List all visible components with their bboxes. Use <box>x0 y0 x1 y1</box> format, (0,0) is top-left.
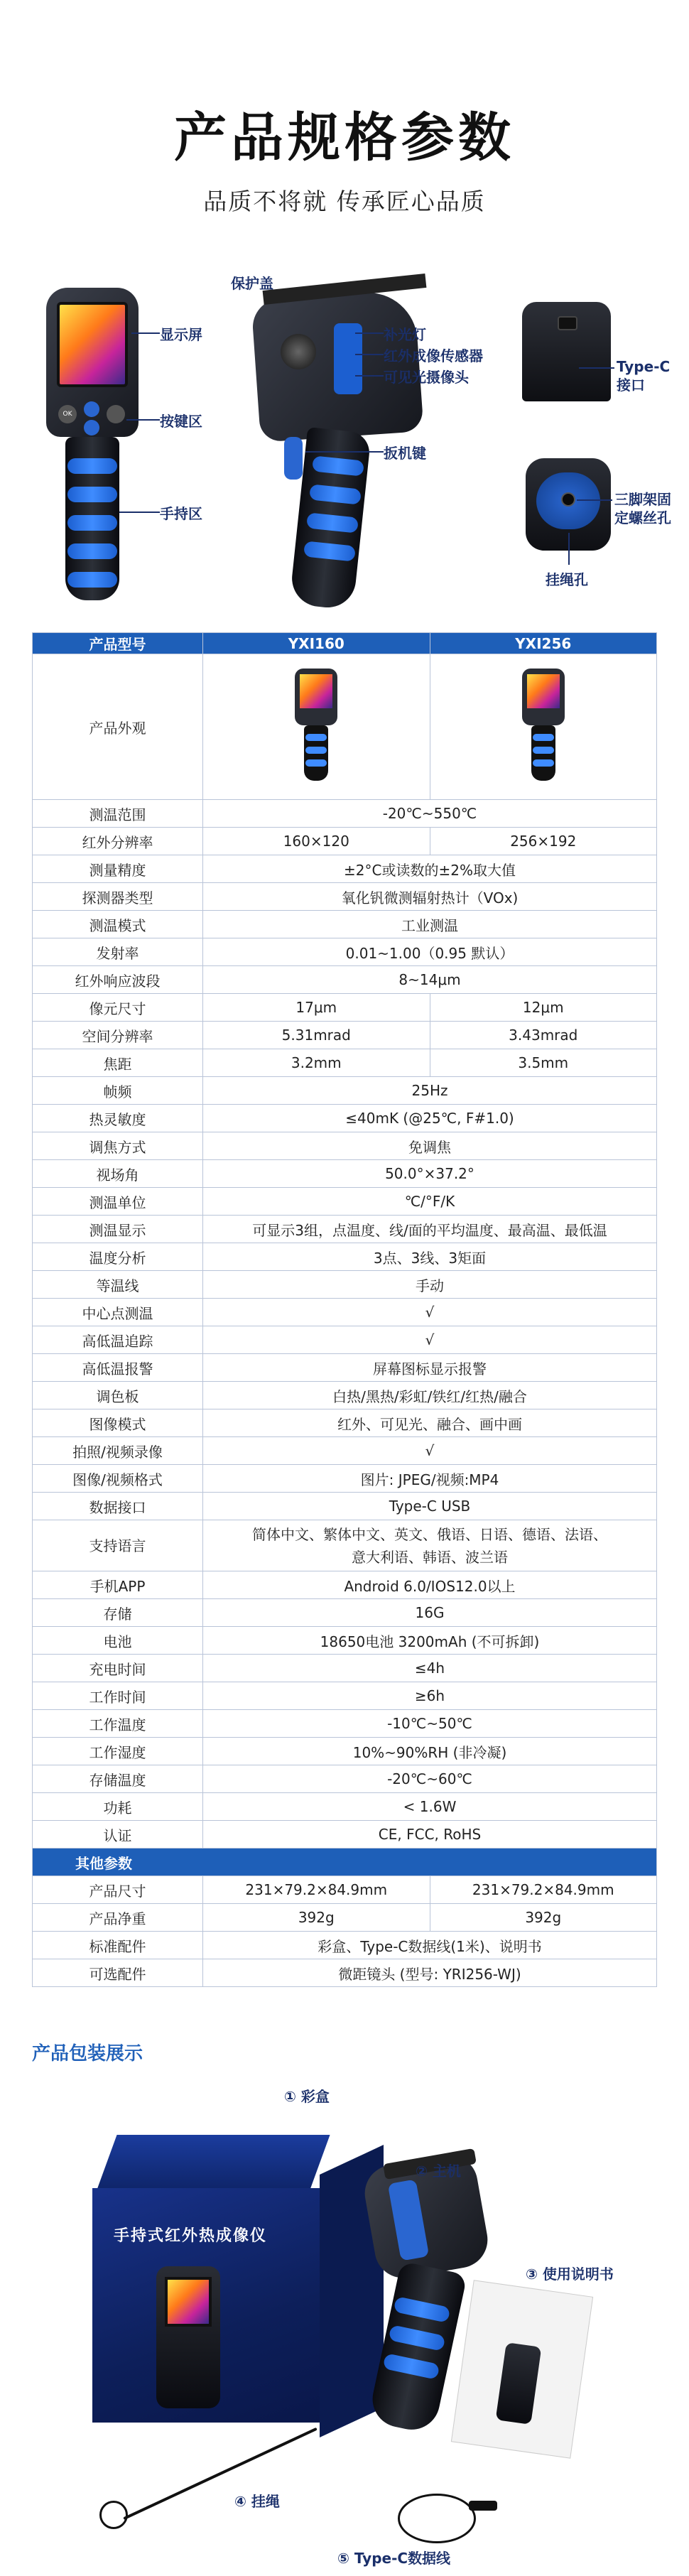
spec-value: 彩盒、Type-C数据线(1米)、说明书 <box>203 1932 657 1959</box>
table-row <box>33 654 657 800</box>
spec-value: 微距镜头 (型号: YRI256-WJ) <box>203 1959 657 1987</box>
spec-value-model-1: 392g <box>203 1904 430 1932</box>
spec-label: 像元尺寸 <box>33 994 203 1022</box>
label-display: 显示屏 <box>160 326 202 343</box>
spec-label: 中心点测温 <box>33 1299 203 1326</box>
table-row <box>33 855 657 883</box>
table-row <box>33 938 657 966</box>
table-row <box>33 1049 657 1077</box>
spec-value-language <box>203 1520 657 1571</box>
spec-label: 电池 <box>33 1627 203 1655</box>
spec-label: 视场角 <box>33 1160 203 1188</box>
spec-label: 图像/视频格式 <box>33 1465 203 1493</box>
label-tripod-line1: 三脚架固 <box>614 491 671 508</box>
table-row <box>33 1520 657 1571</box>
page-title: 产品规格参数 <box>174 107 515 168</box>
label-lanyard: 挂绳孔 <box>546 571 588 588</box>
spec-label: 空间分辨率 <box>33 1022 203 1049</box>
spec-value: 16G <box>203 1599 657 1627</box>
table-row <box>33 1682 657 1710</box>
other-params-header: 其他参数 <box>33 1849 657 1876</box>
spec-label: 数据接口 <box>33 1493 203 1520</box>
table-section-header <box>33 1849 657 1876</box>
table-row <box>33 1243 657 1271</box>
spec-value: 8~14μm <box>203 966 657 994</box>
spec-label: 工作时间 <box>33 1682 203 1710</box>
spec-label: 测温单位 <box>33 1188 203 1216</box>
label-visible-camera: 可见光摄像头 <box>384 369 469 386</box>
spec-value: √ <box>203 1437 657 1465</box>
label-cover: 保护盖 <box>231 275 273 292</box>
table-row <box>33 800 657 828</box>
table-row <box>33 1437 657 1465</box>
table-row <box>33 1160 657 1188</box>
spec-label: 产品外观 <box>33 654 203 800</box>
spec-header-model-2: YXI256 <box>430 633 657 654</box>
table-row <box>33 1738 657 1765</box>
language-line-1: 简体中文、繁体中文、英文、俄语、日语、德语、法语、 <box>252 1525 607 1543</box>
leader-line <box>131 332 160 334</box>
spec-label: 温度分析 <box>33 1243 203 1271</box>
table-row <box>33 1932 657 1959</box>
label-user-manual: ③ 使用说明书 <box>526 2266 614 2283</box>
label-lanyard: ④ 挂绳 <box>234 2493 280 2510</box>
spec-label: 测温范围 <box>33 800 203 828</box>
spec-value: √ <box>203 1326 657 1354</box>
spec-label: 充电时间 <box>33 1655 203 1682</box>
packaging-illustration <box>0 2074 689 2576</box>
page-subtitle: 品质不将就 传承匠心品质 <box>203 188 486 215</box>
spec-value: 免调焦 <box>203 1132 657 1160</box>
leader-line <box>119 512 160 513</box>
spec-value: ≤40mK (@25℃, F#1.0) <box>203 1105 657 1132</box>
grip-band <box>67 487 117 502</box>
label-keypad: 按键区 <box>160 413 202 430</box>
box-text: 手持式红外热成像仪 <box>114 2227 268 2245</box>
leader-line <box>355 375 384 377</box>
spec-value: Android 6.0/IOS12.0以上 <box>203 1571 657 1599</box>
table-row <box>33 883 657 911</box>
label-typec-line1: Type-C <box>617 358 671 375</box>
label-main-device: ② 主机 <box>416 2163 461 2180</box>
table-row <box>33 1765 657 1793</box>
leader-line <box>355 332 384 334</box>
language-line-2: 意大利语、韩语、波兰语 <box>352 1548 508 1566</box>
table-row <box>33 1409 657 1437</box>
table-row <box>33 1132 657 1160</box>
table-row <box>33 1821 657 1849</box>
spec-label: 调焦方式 <box>33 1132 203 1160</box>
label-typec-cable: ⑤ Type-C数据线 <box>337 2550 451 2567</box>
up-key[interactable] <box>84 401 99 417</box>
side-panel <box>334 323 362 394</box>
spec-value: 工业测温 <box>203 911 657 938</box>
label-typec <box>617 357 670 394</box>
spec-label: 发射率 <box>33 938 203 966</box>
spec-value: ±2°C或读数的±2%取大值 <box>203 855 657 883</box>
spec-value-model-1: 231×79.2×84.9mm <box>203 1876 430 1904</box>
table-row <box>33 1465 657 1493</box>
table-row <box>33 1571 657 1599</box>
spec-value: √ <box>203 1299 657 1326</box>
typec-port <box>558 316 577 330</box>
down-key[interactable] <box>84 420 99 435</box>
lens <box>281 334 316 369</box>
table-row <box>33 1105 657 1132</box>
typec-cable <box>398 2494 476 2543</box>
spec-value: 可显示3组，点温度、线/面的平均温度、最高温、最低温 <box>203 1216 657 1243</box>
spec-label: 可选配件 <box>33 1959 203 1987</box>
spec-label: 探测器类型 <box>33 883 203 911</box>
spec-label: 标准配件 <box>33 1932 203 1959</box>
spec-value: ≤4h <box>203 1655 657 1682</box>
spec-label: 焦距 <box>33 1049 203 1077</box>
spec-label: 红外分辨率 <box>33 828 203 855</box>
leader-line <box>568 533 570 565</box>
spec-value-model-2: 231×79.2×84.9mm <box>430 1876 657 1904</box>
spec-value: ≥6h <box>203 1682 657 1710</box>
label-tripod <box>614 490 671 527</box>
table-row <box>33 1022 657 1049</box>
spec-value: 3点、3线、3矩面 <box>203 1243 657 1271</box>
spec-value: 50.0°×37.2° <box>203 1160 657 1188</box>
leader-line <box>305 451 384 453</box>
spec-value-model-1: 3.2mm <box>203 1049 430 1077</box>
table-row <box>33 1959 657 1987</box>
appearance-model-2 <box>430 654 657 800</box>
spec-label: 测温模式 <box>33 911 203 938</box>
ok-key[interactable]: OK <box>58 405 77 423</box>
spec-label: 帧频 <box>33 1077 203 1105</box>
spec-label: 存储 <box>33 1599 203 1627</box>
lanyard <box>123 2428 318 2520</box>
spec-label: 工作湿度 <box>33 1738 203 1765</box>
spec-value: -20℃~60℃ <box>203 1765 657 1793</box>
table-row <box>33 994 657 1022</box>
grip-band <box>67 543 117 559</box>
spec-value: -20℃~550℃ <box>203 800 657 828</box>
spec-value: < 1.6W <box>203 1793 657 1821</box>
spec-label: 工作温度 <box>33 1710 203 1738</box>
spec-table <box>32 632 657 1987</box>
leader-line <box>126 419 160 421</box>
table-row <box>33 1599 657 1627</box>
label-tripod-line2: 定螺丝孔 <box>614 509 671 526</box>
spec-label: 存储温度 <box>33 1765 203 1793</box>
spec-value: 屏幕图标显示报警 <box>203 1354 657 1382</box>
device-front-screen <box>57 302 128 387</box>
spec-label: 认证 <box>33 1821 203 1849</box>
spec-value-model-1: 17μm <box>203 994 430 1022</box>
table-row <box>33 1326 657 1354</box>
label-color-box: ① 彩盒 <box>284 2088 330 2105</box>
device-thumbnail <box>291 669 341 782</box>
product-diagram <box>0 245 689 629</box>
table-row <box>33 1793 657 1821</box>
label-trigger: 扳机键 <box>384 445 426 462</box>
table-row <box>33 1382 657 1409</box>
spec-value-model-2: 256×192 <box>430 828 657 855</box>
spec-label: 功耗 <box>33 1793 203 1821</box>
leader-line <box>577 499 612 501</box>
table-row <box>33 1876 657 1904</box>
grip-band <box>67 572 117 588</box>
spec-label: 测量精度 <box>33 855 203 883</box>
spec-header-model-1: YXI160 <box>203 633 430 654</box>
spec-label: 等温线 <box>33 1271 203 1299</box>
box-top <box>96 2135 330 2192</box>
power-key[interactable] <box>107 405 125 423</box>
table-row <box>33 1904 657 1932</box>
spec-value: 氧化钒微测辐射热计（VOx) <box>203 883 657 911</box>
spec-label: 手机APP <box>33 1571 203 1599</box>
label-fill-light: 补光灯 <box>384 326 426 343</box>
table-row <box>33 1627 657 1655</box>
spec-label: 高低温报警 <box>33 1354 203 1382</box>
spec-value: 图片: JPEG/视频:MP4 <box>203 1465 657 1493</box>
spec-value-model-2: 3.43mrad <box>430 1022 657 1049</box>
table-row <box>33 1271 657 1299</box>
spec-label: 红外响应波段 <box>33 966 203 994</box>
table-row <box>33 1354 657 1382</box>
spec-value: 18650电池 3200mAh (不可拆卸) <box>203 1627 657 1655</box>
spec-value: 白热/黑热/彩虹/铁红/红热/融合 <box>203 1382 657 1409</box>
spec-value: 红外、可见光、融合、画中画 <box>203 1409 657 1437</box>
spec-value-model-2: 3.5mm <box>430 1049 657 1077</box>
packaging-title: 产品包装展示 <box>32 2043 143 2064</box>
leader-line <box>579 367 614 369</box>
spec-header-label: 产品型号 <box>33 633 203 654</box>
spec-value: 10%~90%RH (非冷凝) <box>203 1738 657 1765</box>
spec-value: 手动 <box>203 1271 657 1299</box>
label-typec-line2: 接口 <box>617 377 645 394</box>
spec-value: -10℃~50℃ <box>203 1710 657 1738</box>
table-row <box>33 966 657 994</box>
table-row <box>33 828 657 855</box>
spec-value: CE, FCC, RoHS <box>203 1821 657 1849</box>
table-row <box>33 1299 657 1326</box>
table-row <box>33 1188 657 1216</box>
table-row <box>33 1710 657 1738</box>
spec-label: 高低温追踪 <box>33 1326 203 1354</box>
grip-band <box>67 458 117 474</box>
table-row <box>33 911 657 938</box>
spec-label: 调色板 <box>33 1382 203 1409</box>
spec-label: 产品尺寸 <box>33 1876 203 1904</box>
box-device-screen <box>165 2277 212 2327</box>
label-ir-sensor: 红外成像传感器 <box>384 347 483 364</box>
spec-label: 热灵敏度 <box>33 1105 203 1132</box>
leader-line <box>355 354 384 355</box>
spec-value-model-2: 392g <box>430 1904 657 1932</box>
grip-band <box>67 515 117 531</box>
trigger-key[interactable] <box>284 437 303 480</box>
typec-cable-plug <box>469 2501 497 2511</box>
spec-value-model-2: 12μm <box>430 994 657 1022</box>
appearance-model-1 <box>203 654 430 800</box>
spec-label: 支持语言 <box>33 1520 203 1571</box>
spec-label: 图像模式 <box>33 1409 203 1437</box>
table-row <box>33 1655 657 1682</box>
spec-value: Type-C USB <box>203 1493 657 1520</box>
spec-value: ℃/°F/K <box>203 1188 657 1216</box>
lanyard-loop <box>99 2501 128 2529</box>
label-grip: 手持区 <box>160 505 202 522</box>
spec-label: 测温显示 <box>33 1216 203 1243</box>
spec-label: 产品净重 <box>33 1904 203 1932</box>
spec-label: 拍照/视频录像 <box>33 1437 203 1465</box>
table-row <box>33 1216 657 1243</box>
table-row <box>33 1493 657 1520</box>
spec-value-model-1: 160×120 <box>203 828 430 855</box>
device-thumbnail <box>519 669 568 782</box>
spec-value: 25Hz <box>203 1077 657 1105</box>
spec-value-model-1: 5.31mrad <box>203 1022 430 1049</box>
spec-value: 0.01~1.00（0.95 默认） <box>203 938 657 966</box>
tripod-hole <box>561 492 575 507</box>
table-row <box>33 1077 657 1105</box>
